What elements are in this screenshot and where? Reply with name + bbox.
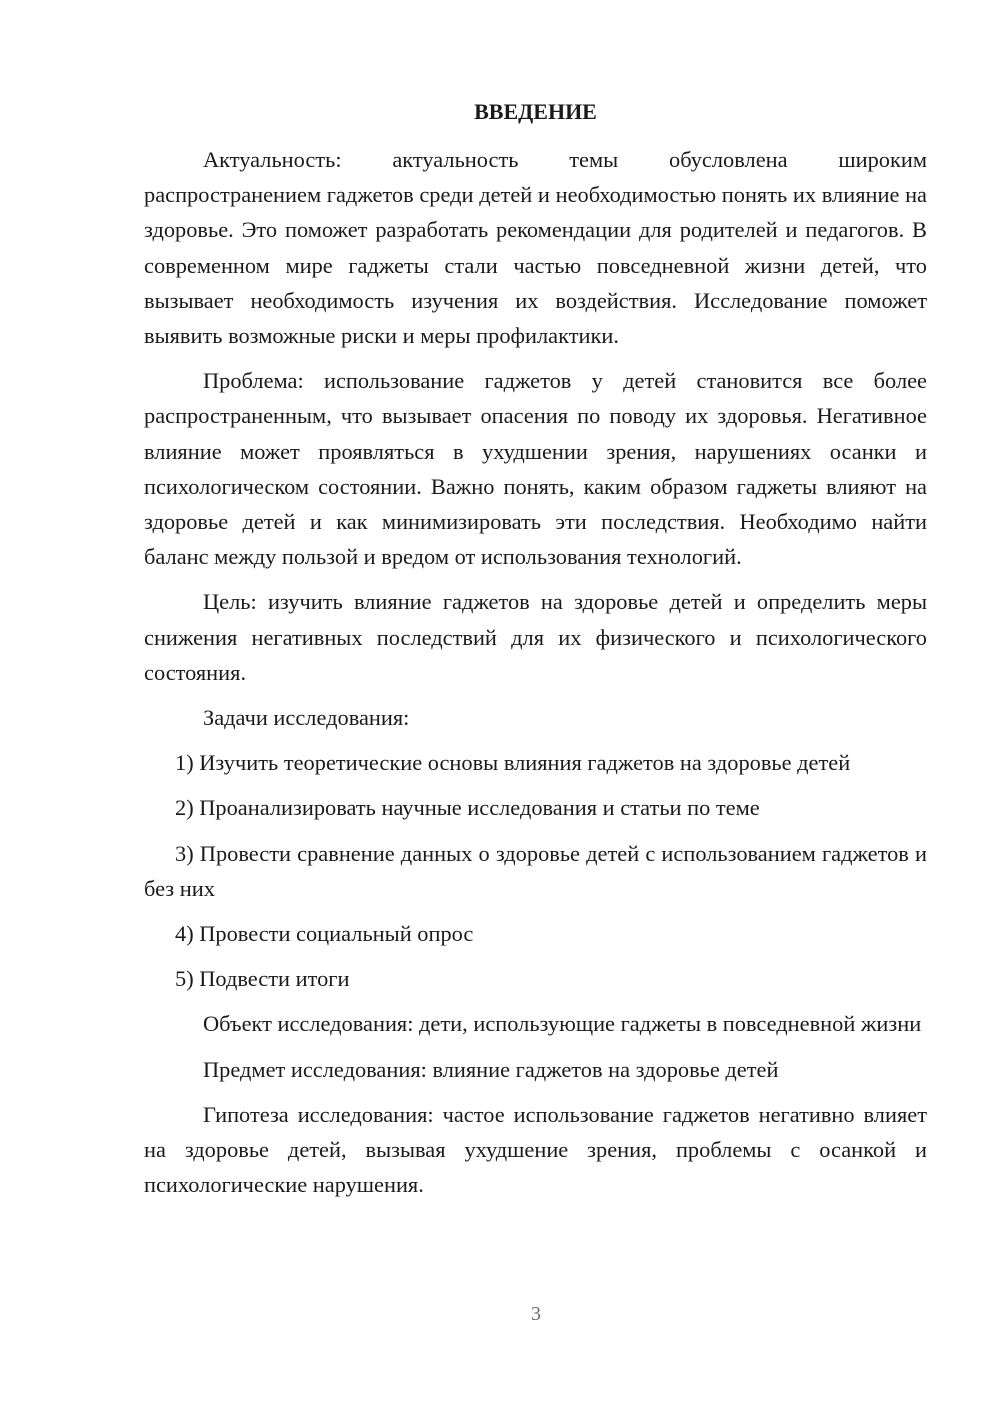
paragraph-object: Объект исследования: дети, использующие гаджеты в повседневной жизни	[203, 1011, 922, 1037]
paragraph-tasks-title: Задачи исследования:	[203, 705, 410, 731]
task-item-4: 4) Провести социальный опрос	[175, 921, 474, 947]
paragraph-subject: Предмет исследования: влияние гаджетов на здоровье детей	[203, 1056, 779, 1082]
paragraph-hypothesis: Гипотеза исследования: частое использование гаджетов негативно влияет на здоровье детей, вызывая ухудшение зрения, проблемы с осанкой и психологические нарушения.	[144, 1101, 927, 1198]
paragraph-relevance: Актуальность: актуальность темы обусловлена широким распространением гаджетов среди детей и необходимостью понять их влияние на здоровье. Это поможет разработать рекомендации для родителей и педагогов. В современном мире гаджеты стали частью повседневной жизни детей, что вызывает необходимость изучения их воздействия. Исследование поможет выявить возможные риски и меры профилактики.	[144, 147, 927, 349]
paragraph-goal: Цель: изучить влияние гаджетов на здоровье детей и определить меры снижения негативных последствий для их физического и психологического состояния.	[144, 589, 927, 685]
paragraph-problem: Проблема: использование гаджетов у детей становится все более распространенным, что вызывает опасения по поводу их здоровья. Негативное влияние может проявляться в ухудшении зрения, нарушениях осанки и психологическом состоянии. Важно понять, каким образом гаджеты влияют на здоровье детей и как минимизировать эти последствия. Необходимо найти баланс между пользой и вредом от использования технологий.	[144, 368, 927, 570]
task-item-5: 5) Подвести итоги	[175, 966, 350, 992]
task-item-2: 2) Проанализировать научные исследования и статьи по теме	[175, 795, 760, 821]
section-heading: ВВЕДЕНИЕ	[474, 99, 597, 124]
task-item-1: 1) Изучить теоретические основы влияния гаджетов на здоровье детей	[175, 750, 851, 776]
task-item-3: 3) Провести сравнение данных о здоровье детей с использованием гаджетов и без них	[144, 840, 927, 901]
document-page	[144, 94, 927, 1212]
page-number: 3	[531, 1303, 541, 1325]
